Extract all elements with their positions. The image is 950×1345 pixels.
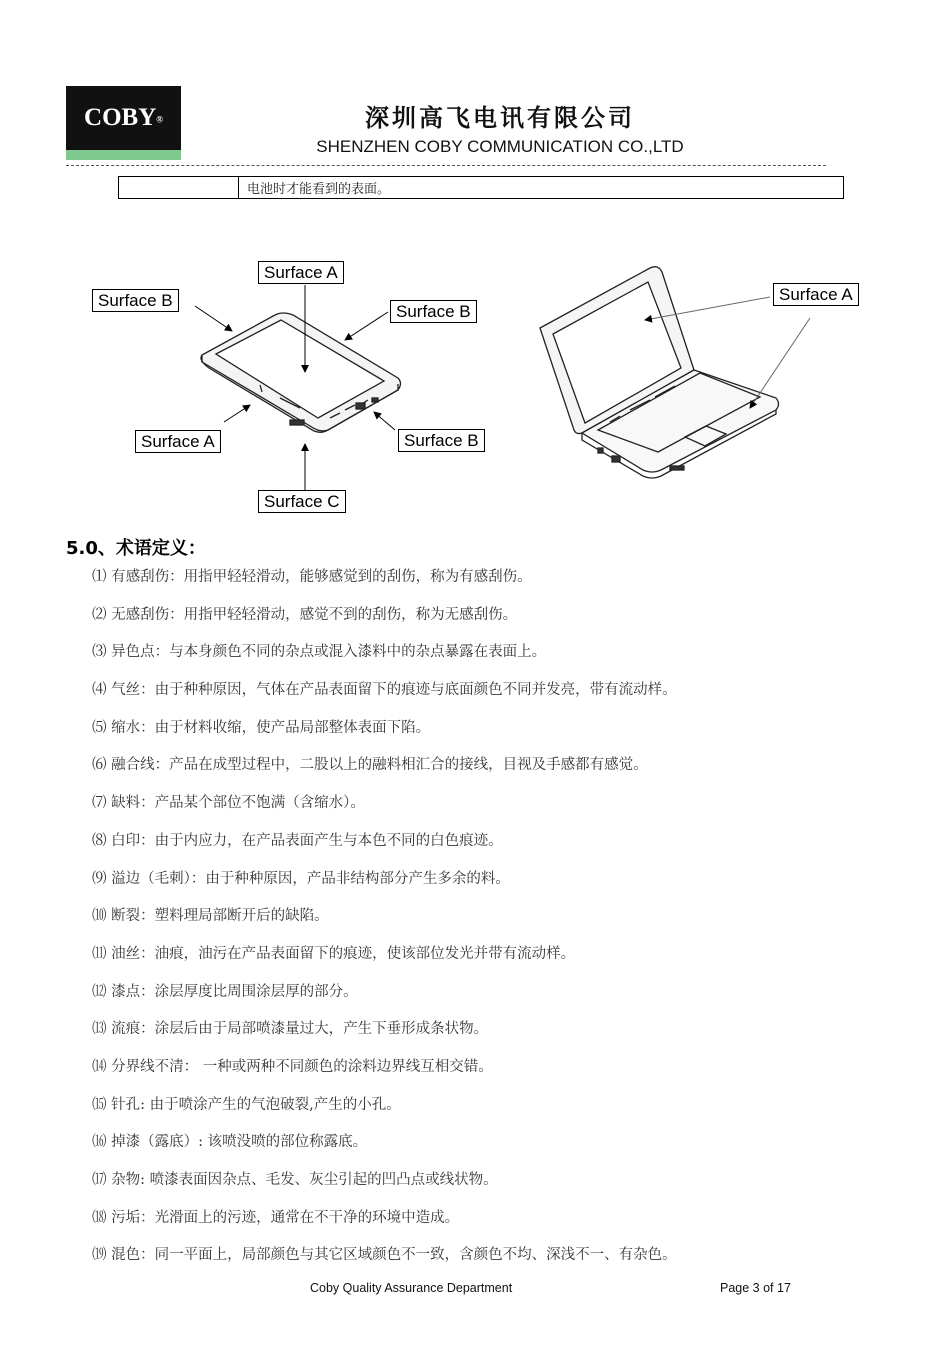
table-cell-text: 电池时才能看到的表面。 bbox=[247, 182, 391, 197]
registered-mark: ® bbox=[156, 114, 163, 125]
list-item: ⒅ 污垢：光滑面上的污迹，通常在不干净的环境中造成。 bbox=[92, 1209, 460, 1226]
list-item: ⑼ 溢边（毛刺）：由于种种原因，产品非结构部分产生多余的料。 bbox=[92, 870, 510, 887]
surface-label-left: Surface B bbox=[92, 289, 179, 312]
footer-department: Coby Quality Assurance Department bbox=[310, 1281, 513, 1295]
list-item: ⑽ 断裂：塑料理局部断开后的缺陷。 bbox=[92, 908, 329, 925]
list-item: ⒃ 掉漆（露底）: 该喷没喷的部位称露底。 bbox=[92, 1134, 368, 1151]
list-item: ⑹ 融合线：产品在成型过程中，二股以上的融料相汇合的接线，目视及手感都有感觉。 bbox=[92, 757, 648, 774]
list-item: ⒆ 混色：同一平面上，局部颜色与其它区域颜色不一致，含颜色不均、深浅不一、有杂色。 bbox=[92, 1247, 677, 1264]
list-item: ⑶ 异色点：与本身颜色不同的杂点或混入漆料中的杂点暴露在表面上。 bbox=[92, 644, 547, 661]
list-item: ⒁ 分界线不清： 一种或两种不同颜色的涂料边界线互相交错。 bbox=[92, 1058, 493, 1075]
list-item: ⒂ 针孔: 由于喷涂产生的气泡破裂,产生的小孔。 bbox=[92, 1096, 401, 1113]
list-item: ⑺ 缺料：产品某个部位不饱满（含缩水）。 bbox=[92, 795, 365, 812]
list-item: ⑷ 气丝：由于种种原因，气体在产品表面留下的痕迹与底面颜色不同并发亮，带有流动样。 bbox=[92, 682, 677, 699]
list-item: ⑵ 无感刮伤：用指甲轻轻滑动，感觉不到的刮伤，称为无感刮伤。 bbox=[92, 606, 518, 623]
list-item: ⑸ 缩水：由于材料收缩，使产品局部整体表面下陷。 bbox=[92, 719, 431, 736]
list-item: ⑾ 油丝：油痕，油污在产品表面留下的痕迹，使该部位发光并带有流动样。 bbox=[92, 945, 576, 962]
section-title: 5.0、术语定义： bbox=[66, 538, 206, 559]
surface-label-right: Surface B bbox=[390, 300, 477, 323]
list-item: ⑻ 白印：由于内应力，在产品表面产生与本色不同的白色痕迹。 bbox=[92, 832, 503, 849]
company-name-cn: 深圳高飞电讯有限公司 bbox=[365, 104, 635, 132]
term-definitions bbox=[92, 566, 677, 1282]
surface-label-bottom-right: Surface B bbox=[398, 429, 485, 452]
laptop-surface-label: Surface A bbox=[773, 283, 859, 306]
surface-label-bottom: Surface C bbox=[258, 490, 346, 513]
surface-label-top: Surface A bbox=[258, 261, 344, 284]
list-item: ⒄ 杂物: 喷漆表面因杂点、毛发、灰尘引起的凹凸点或线状物。 bbox=[92, 1172, 498, 1188]
laptop-drawing bbox=[540, 267, 779, 478]
page-number: Page 3 of 17 bbox=[720, 1281, 791, 1295]
company-name-en: SHENZHEN COBY COMMUNICATION CO.,LTD bbox=[316, 137, 684, 156]
surface-label-bottom-left: Surface A bbox=[135, 430, 221, 453]
logo-text: COBY® bbox=[84, 104, 163, 131]
list-item: ⒀ 流痕：涂层后由于局部喷漆量过大，产生下垂形成条状物。 bbox=[92, 1021, 489, 1038]
list-item: ⑿ 漆点：涂层厚度比周围涂层厚的部分。 bbox=[92, 983, 358, 1000]
tablet-drawing bbox=[201, 313, 401, 432]
list-item: ⑴ 有感刮伤：用指甲轻轻滑动，能够感觉到的刮伤，称为有感刮伤。 bbox=[92, 569, 532, 585]
